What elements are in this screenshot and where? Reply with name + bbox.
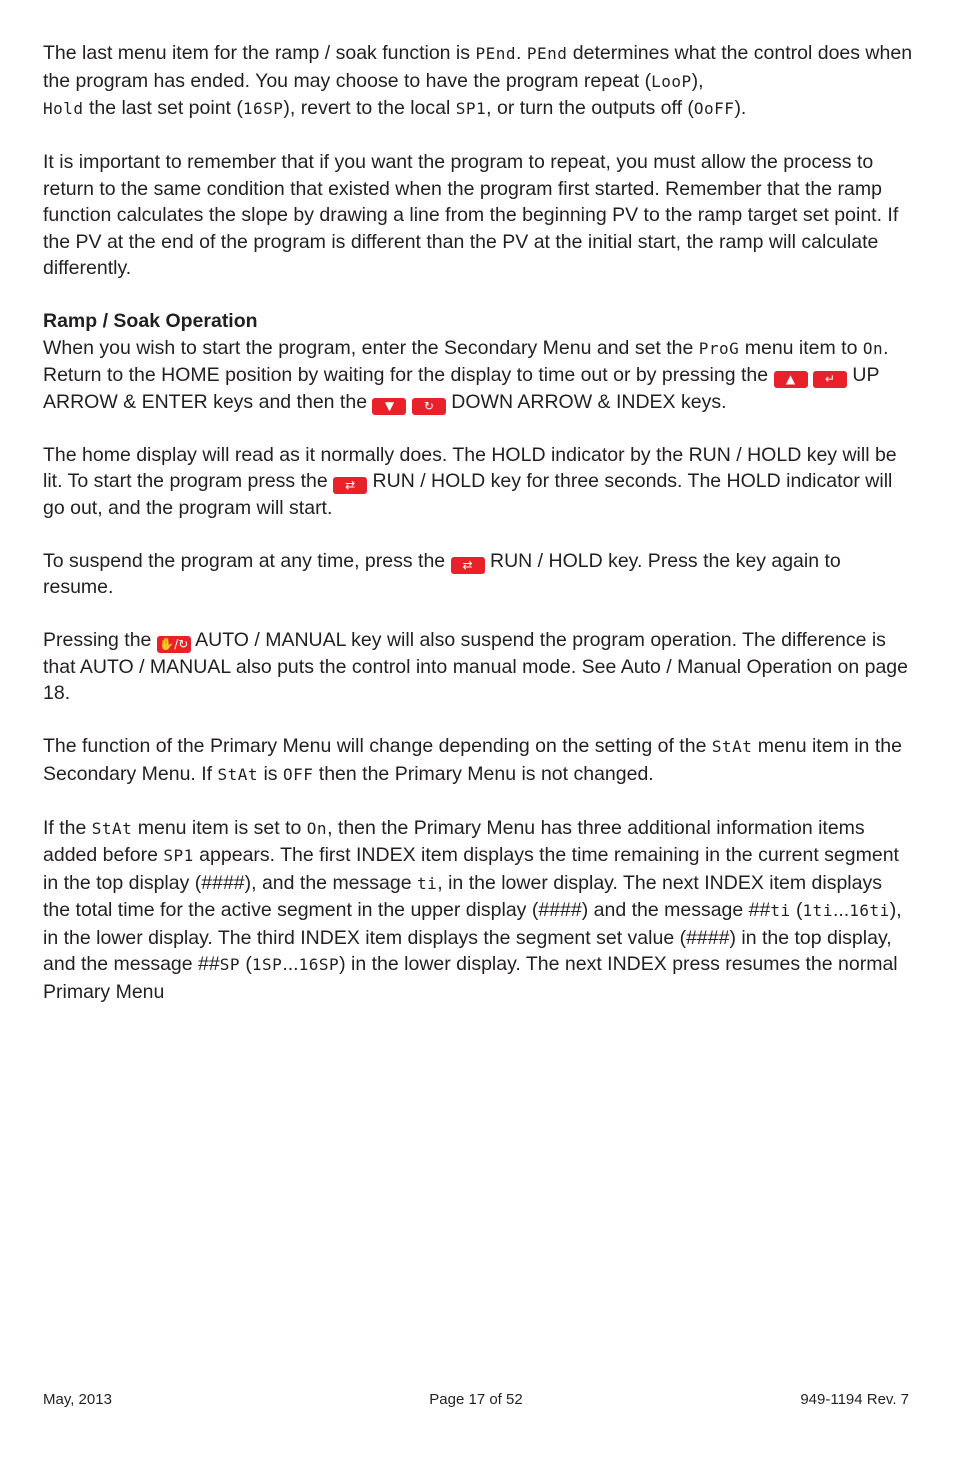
text: determines what the control does when the program has ended. You may choose to have the program repeat ( — [43, 42, 913, 92]
text: , then the Primary Menu has three additional information items added before — [43, 816, 865, 866]
paragraph-stat-on — [43, 815, 913, 1006]
text: ... — [832, 899, 850, 921]
display-code: LooP — [651, 71, 692, 91]
paragraph-start-program — [43, 335, 913, 416]
text: . — [515, 42, 527, 64]
footer-page-number: Page 17 of 52 — [429, 1391, 523, 1408]
down-arrow-key-icon: ▼ — [372, 398, 406, 415]
text: The home display will read as it normally does. The HOLD indicator by the RUN / HOLD key will be lit. To start the program press the — [43, 443, 897, 492]
text: menu item in the Secondary Menu. If — [43, 735, 902, 785]
text: ... — [282, 953, 299, 975]
text: Pressing the — [43, 629, 157, 651]
run-hold-key-icon: ⇄ — [333, 477, 367, 494]
display-code: 1SP — [251, 955, 283, 974]
display-code: SP1 — [455, 99, 487, 118]
text: menu item is set to — [132, 816, 307, 839]
enter-key-icon: ↵ — [813, 371, 847, 388]
text: If the — [43, 816, 92, 839]
footer-document-number: 949-1194 Rev. 7 — [800, 1391, 909, 1408]
paragraph-home-display — [43, 442, 913, 522]
text: ( — [239, 953, 252, 975]
auto-manual-key-icon: ✋/↻ — [157, 636, 191, 653]
text: , or turn the outputs off ( — [486, 97, 694, 119]
display-code: OoFF — [693, 99, 735, 118]
text: The last menu item for the ramp / soak function is — [43, 42, 476, 64]
section-heading: Ramp / Soak Operation — [43, 310, 258, 332]
display-code: StAt — [217, 764, 259, 784]
text: UP ARROW & ENTER keys and then the — [43, 364, 880, 413]
text: To suspend the program at any time, press the — [43, 549, 451, 572]
display-code: ti — [417, 873, 438, 893]
text: menu item to — [739, 336, 863, 359]
display-code: ti — [770, 901, 791, 920]
up-arrow-key-icon: ▲ — [774, 371, 808, 388]
text: RUN / HOLD key. Press the key again to resume. — [43, 549, 841, 598]
text: ). — [734, 97, 747, 119]
text: ), — [691, 69, 704, 92]
text: , in the lower display. The next INDEX item displays the total time for the active segment in the upper display (####) and the message ## — [43, 871, 882, 921]
page-content — [43, 40, 913, 1032]
paragraph-primary-menu — [43, 733, 913, 788]
text: AUTO / MANUAL key will also suspend the program operation. The difference is that AUTO / MANUAL also puts the control into manual mode. See Auto / Manual Operation on page 18. — [43, 629, 908, 704]
display-code: 16SP — [298, 955, 340, 974]
display-code: 16SP — [242, 99, 284, 118]
text: The function of the Primary Menu will change depending on the setting of the — [43, 735, 712, 757]
paragraph-repeat-note: It is important to remember that if you want the program to repeat, you must allow the process to return to the same condition that existed when the program first started. Remember that the ramp function calculates the slope by drawing a line from the beginning PV to the ramp target set point. If the PV at the end of the program is different than the PV at the initial start, the ramp will calculate differently. — [43, 151, 899, 279]
display-code: PEnd — [526, 44, 568, 63]
paragraph-suspend — [43, 548, 913, 601]
text: . Return to the HOME position by waiting for the display to time out or by pressing the — [43, 336, 889, 386]
display-code: PEnd — [475, 44, 516, 63]
paragraph-pend — [43, 40, 913, 123]
display-code: SP1 — [163, 846, 194, 865]
run-hold-key-icon: ⇄ — [451, 557, 485, 574]
text: RUN / HOLD key for three seconds. The HOLD indicator will go out, and the program will start. — [43, 470, 893, 519]
display-code: SP — [219, 955, 240, 974]
display-code: OFF — [282, 764, 314, 784]
text: is — [258, 762, 283, 785]
display-code: StAt — [91, 818, 133, 838]
display-code: On — [306, 818, 328, 838]
text: ) in the lower display. The next INDEX press resumes the normal Primary Menu — [43, 953, 898, 1003]
paragraph-auto-manual — [43, 627, 913, 707]
text: appears. The first INDEX item displays the time remaining in the current segment in the top display (####), and the message — [43, 844, 899, 894]
text: ( — [790, 899, 803, 921]
display-code: ProG — [698, 338, 740, 358]
display-code: StAt — [711, 737, 753, 756]
display-code: 1ti — [802, 901, 833, 920]
text: ), in the lower display. The third INDEX item displays the segment set value (####) in the top display, and the message ## — [43, 899, 902, 975]
display-code: Hold — [43, 99, 84, 118]
text: the last set point ( — [83, 97, 243, 119]
footer-date: May, 2013 — [43, 1391, 112, 1408]
display-code: 16ti — [849, 901, 890, 920]
text: then the Primary Menu is not changed. — [313, 762, 654, 785]
index-key-icon: ↻ — [412, 398, 446, 415]
display-code: On — [862, 338, 884, 358]
page-footer — [43, 1390, 909, 1410]
text: ), revert to the local — [283, 97, 456, 119]
text: DOWN ARROW & INDEX keys. — [445, 390, 727, 413]
text: When you wish to start the program, enter the Secondary Menu and set the — [43, 336, 699, 359]
